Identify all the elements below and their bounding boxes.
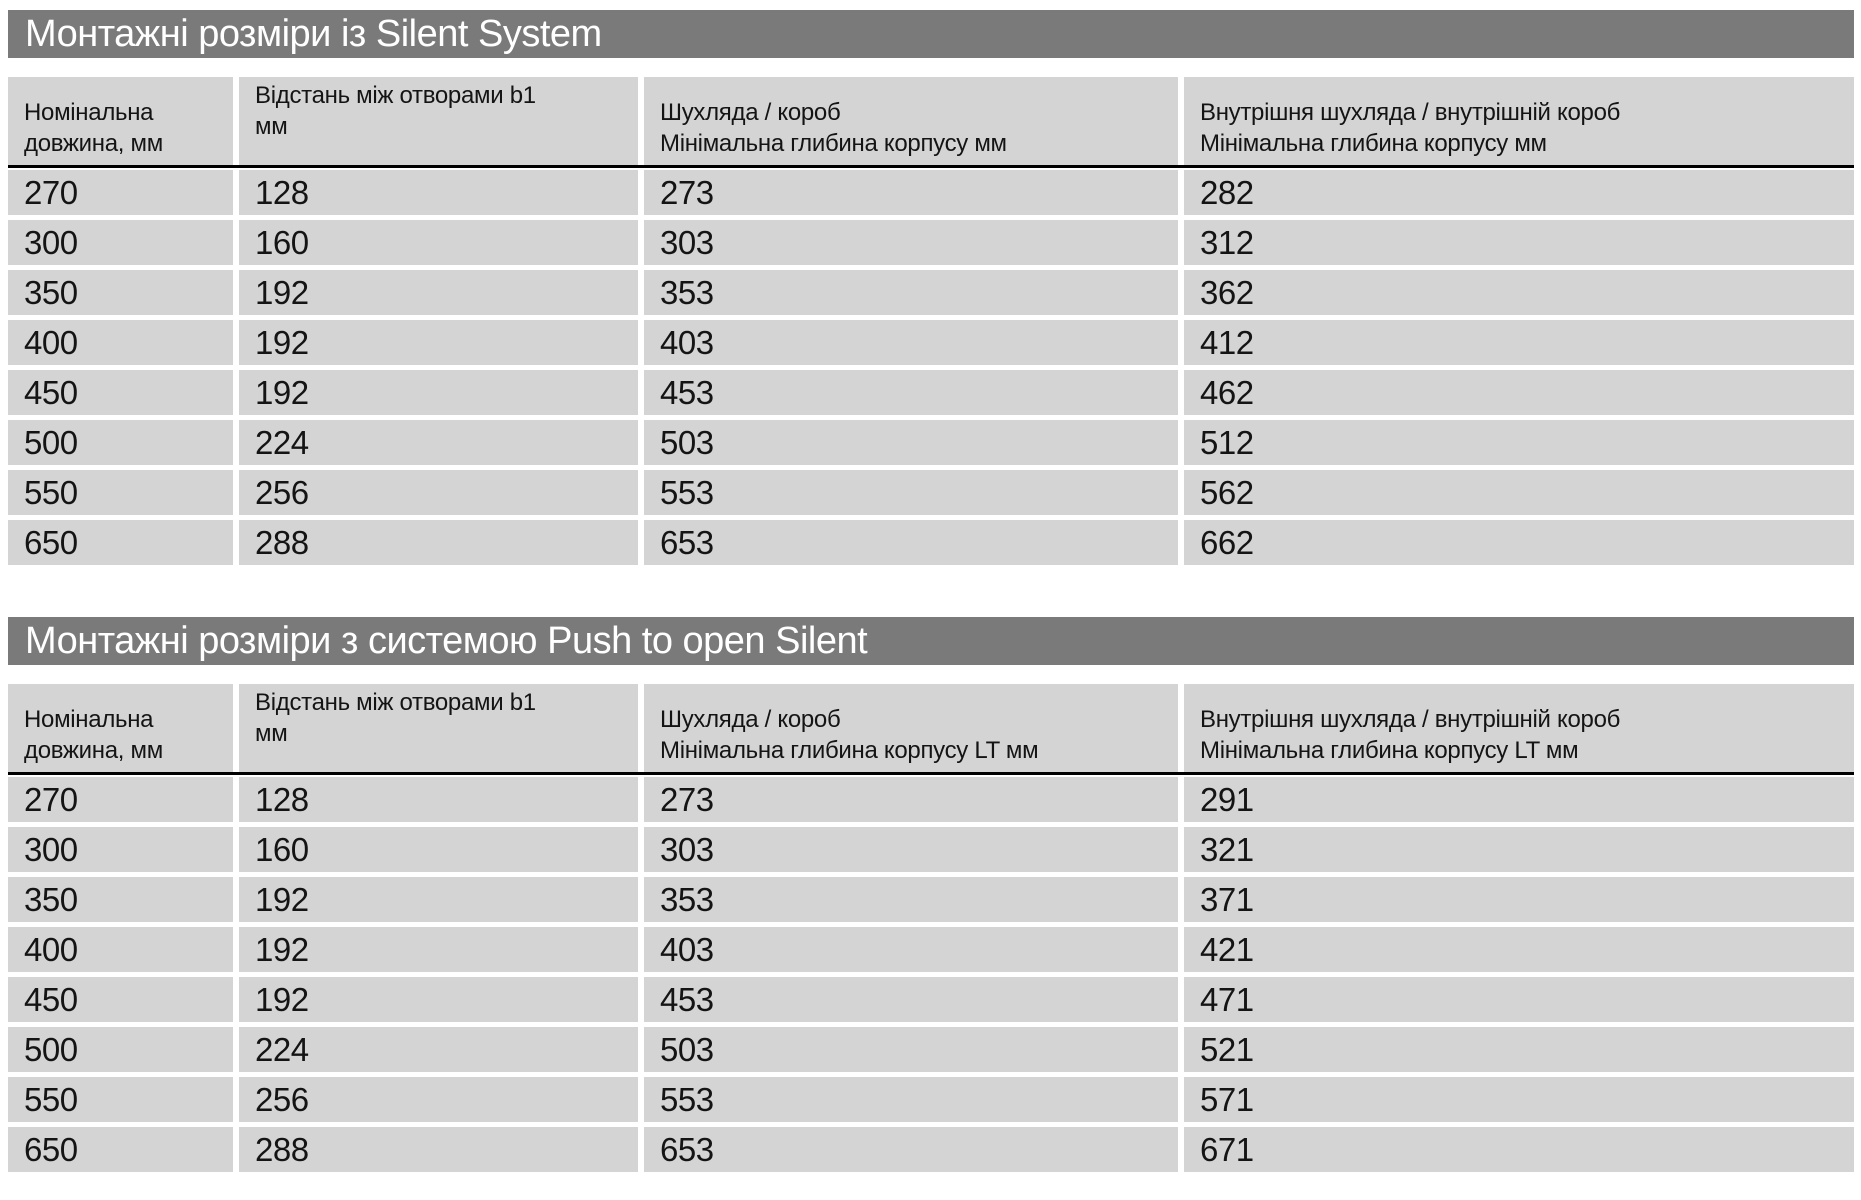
- column-header-line1: Шухляда / короб: [660, 99, 841, 126]
- table-cell: 403: [644, 927, 1178, 972]
- column-header-line2: Мінімальна глибина корпусу LT мм: [660, 737, 1039, 764]
- table-cell: 553: [644, 1077, 1178, 1122]
- column-header: [1184, 684, 1854, 772]
- table-cell: 256: [239, 1077, 638, 1122]
- table-cell: 273: [644, 777, 1178, 822]
- column-header-line2: довжина, мм: [24, 737, 163, 764]
- table-cell: 453: [644, 370, 1178, 415]
- table-cell: 300: [8, 220, 233, 265]
- column-header-line1: Внутрішня шухляда / внутрішній короб: [1200, 99, 1621, 126]
- column-header: [239, 684, 638, 772]
- column-header-line1: Відстань між отворами b1: [255, 689, 536, 716]
- column-header: [239, 77, 638, 165]
- table-cell: 500: [8, 1027, 233, 1072]
- table-cell: 571: [1184, 1077, 1854, 1122]
- table-cell: 550: [8, 470, 233, 515]
- column-header-line2: мм: [255, 113, 288, 140]
- table-title-bar: [8, 617, 1854, 665]
- table-cell: 160: [239, 220, 638, 265]
- table-cell: 270: [8, 777, 233, 822]
- table-cell: 503: [644, 420, 1178, 465]
- table-cell: 421: [1184, 927, 1854, 972]
- table-cell: 128: [239, 170, 638, 215]
- table-cell: 362: [1184, 270, 1854, 315]
- table-cell: 450: [8, 370, 233, 415]
- column-header-line1: Шухляда / короб: [660, 706, 841, 733]
- column-header: [644, 77, 1178, 165]
- table-cell: 303: [644, 220, 1178, 265]
- column-header-line2: довжина, мм: [24, 130, 163, 157]
- push-to-open-silent-table-section: [8, 617, 1854, 1172]
- table-cell: 291: [1184, 777, 1854, 822]
- table-cell: 450: [8, 977, 233, 1022]
- table-cell: 650: [8, 520, 233, 565]
- table-cell: 353: [644, 270, 1178, 315]
- table-cell: 562: [1184, 470, 1854, 515]
- table-cell: 273: [644, 170, 1178, 215]
- table-cell: 160: [239, 827, 638, 872]
- table-cell: 350: [8, 270, 233, 315]
- table-cell: 224: [239, 420, 638, 465]
- table-title-bar: [8, 10, 1854, 58]
- table-cell: 521: [1184, 1027, 1854, 1072]
- table-cell: 512: [1184, 420, 1854, 465]
- table-cell: 462: [1184, 370, 1854, 415]
- table-cell: 256: [239, 470, 638, 515]
- silent-system-table-section: [8, 10, 1854, 565]
- table-title: Монтажні розміри з системою Push to open Silent: [25, 619, 868, 662]
- table-cell: 400: [8, 927, 233, 972]
- column-header-line2: Мінімальна глибина корпусу LT мм: [1200, 737, 1579, 764]
- table-cell: 662: [1184, 520, 1854, 565]
- table-cell: 288: [239, 1127, 638, 1172]
- table-cell: 350: [8, 877, 233, 922]
- table-cell: 653: [644, 1127, 1178, 1172]
- column-header-line2: Мінімальна глибина корпусу мм: [1200, 130, 1547, 157]
- table-cell: 503: [644, 1027, 1178, 1072]
- column-header: [8, 684, 233, 772]
- table-cell: 128: [239, 777, 638, 822]
- table-cell: 453: [644, 977, 1178, 1022]
- table-cell: 671: [1184, 1127, 1854, 1172]
- table-cell: 282: [1184, 170, 1854, 215]
- table-cell: 400: [8, 320, 233, 365]
- table-cell: 192: [239, 927, 638, 972]
- table-cell: 300: [8, 827, 233, 872]
- table-cell: 471: [1184, 977, 1854, 1022]
- table-cell: 192: [239, 320, 638, 365]
- table-header-row: [8, 684, 1854, 775]
- table-cell: 192: [239, 977, 638, 1022]
- table-cell: 353: [644, 877, 1178, 922]
- table-cell: 653: [644, 520, 1178, 565]
- table-cell: 550: [8, 1077, 233, 1122]
- table-cell: 650: [8, 1127, 233, 1172]
- column-header-line2: мм: [255, 720, 288, 747]
- table-cell: 403: [644, 320, 1178, 365]
- table-cell: 371: [1184, 877, 1854, 922]
- table-cell: 224: [239, 1027, 638, 1072]
- table-cell: 303: [644, 827, 1178, 872]
- table-cell: 288: [239, 520, 638, 565]
- column-header: [1184, 77, 1854, 165]
- column-header: [8, 77, 233, 165]
- column-header-line1: Номінальна: [24, 99, 154, 126]
- table-cell: 192: [239, 877, 638, 922]
- table-cell: 500: [8, 420, 233, 465]
- table-cell: 192: [239, 370, 638, 415]
- table-header-row: [8, 77, 1854, 168]
- table-cell: 553: [644, 470, 1178, 515]
- table-cell: 270: [8, 170, 233, 215]
- column-header-line1: Відстань між отворами b1: [255, 82, 536, 109]
- table-cell: 321: [1184, 827, 1854, 872]
- column-header-line1: Номінальна: [24, 706, 154, 733]
- table-title: Монтажні розміри із Silent System: [25, 12, 602, 55]
- column-header-line1: Внутрішня шухляда / внутрішній короб: [1200, 706, 1621, 733]
- table-body: [8, 170, 1854, 565]
- table-cell: 412: [1184, 320, 1854, 365]
- table-body: [8, 777, 1854, 1172]
- column-header-line2: Мінімальна глибина корпусу мм: [660, 130, 1007, 157]
- column-header: [644, 684, 1178, 772]
- table-cell: 312: [1184, 220, 1854, 265]
- table-cell: 192: [239, 270, 638, 315]
